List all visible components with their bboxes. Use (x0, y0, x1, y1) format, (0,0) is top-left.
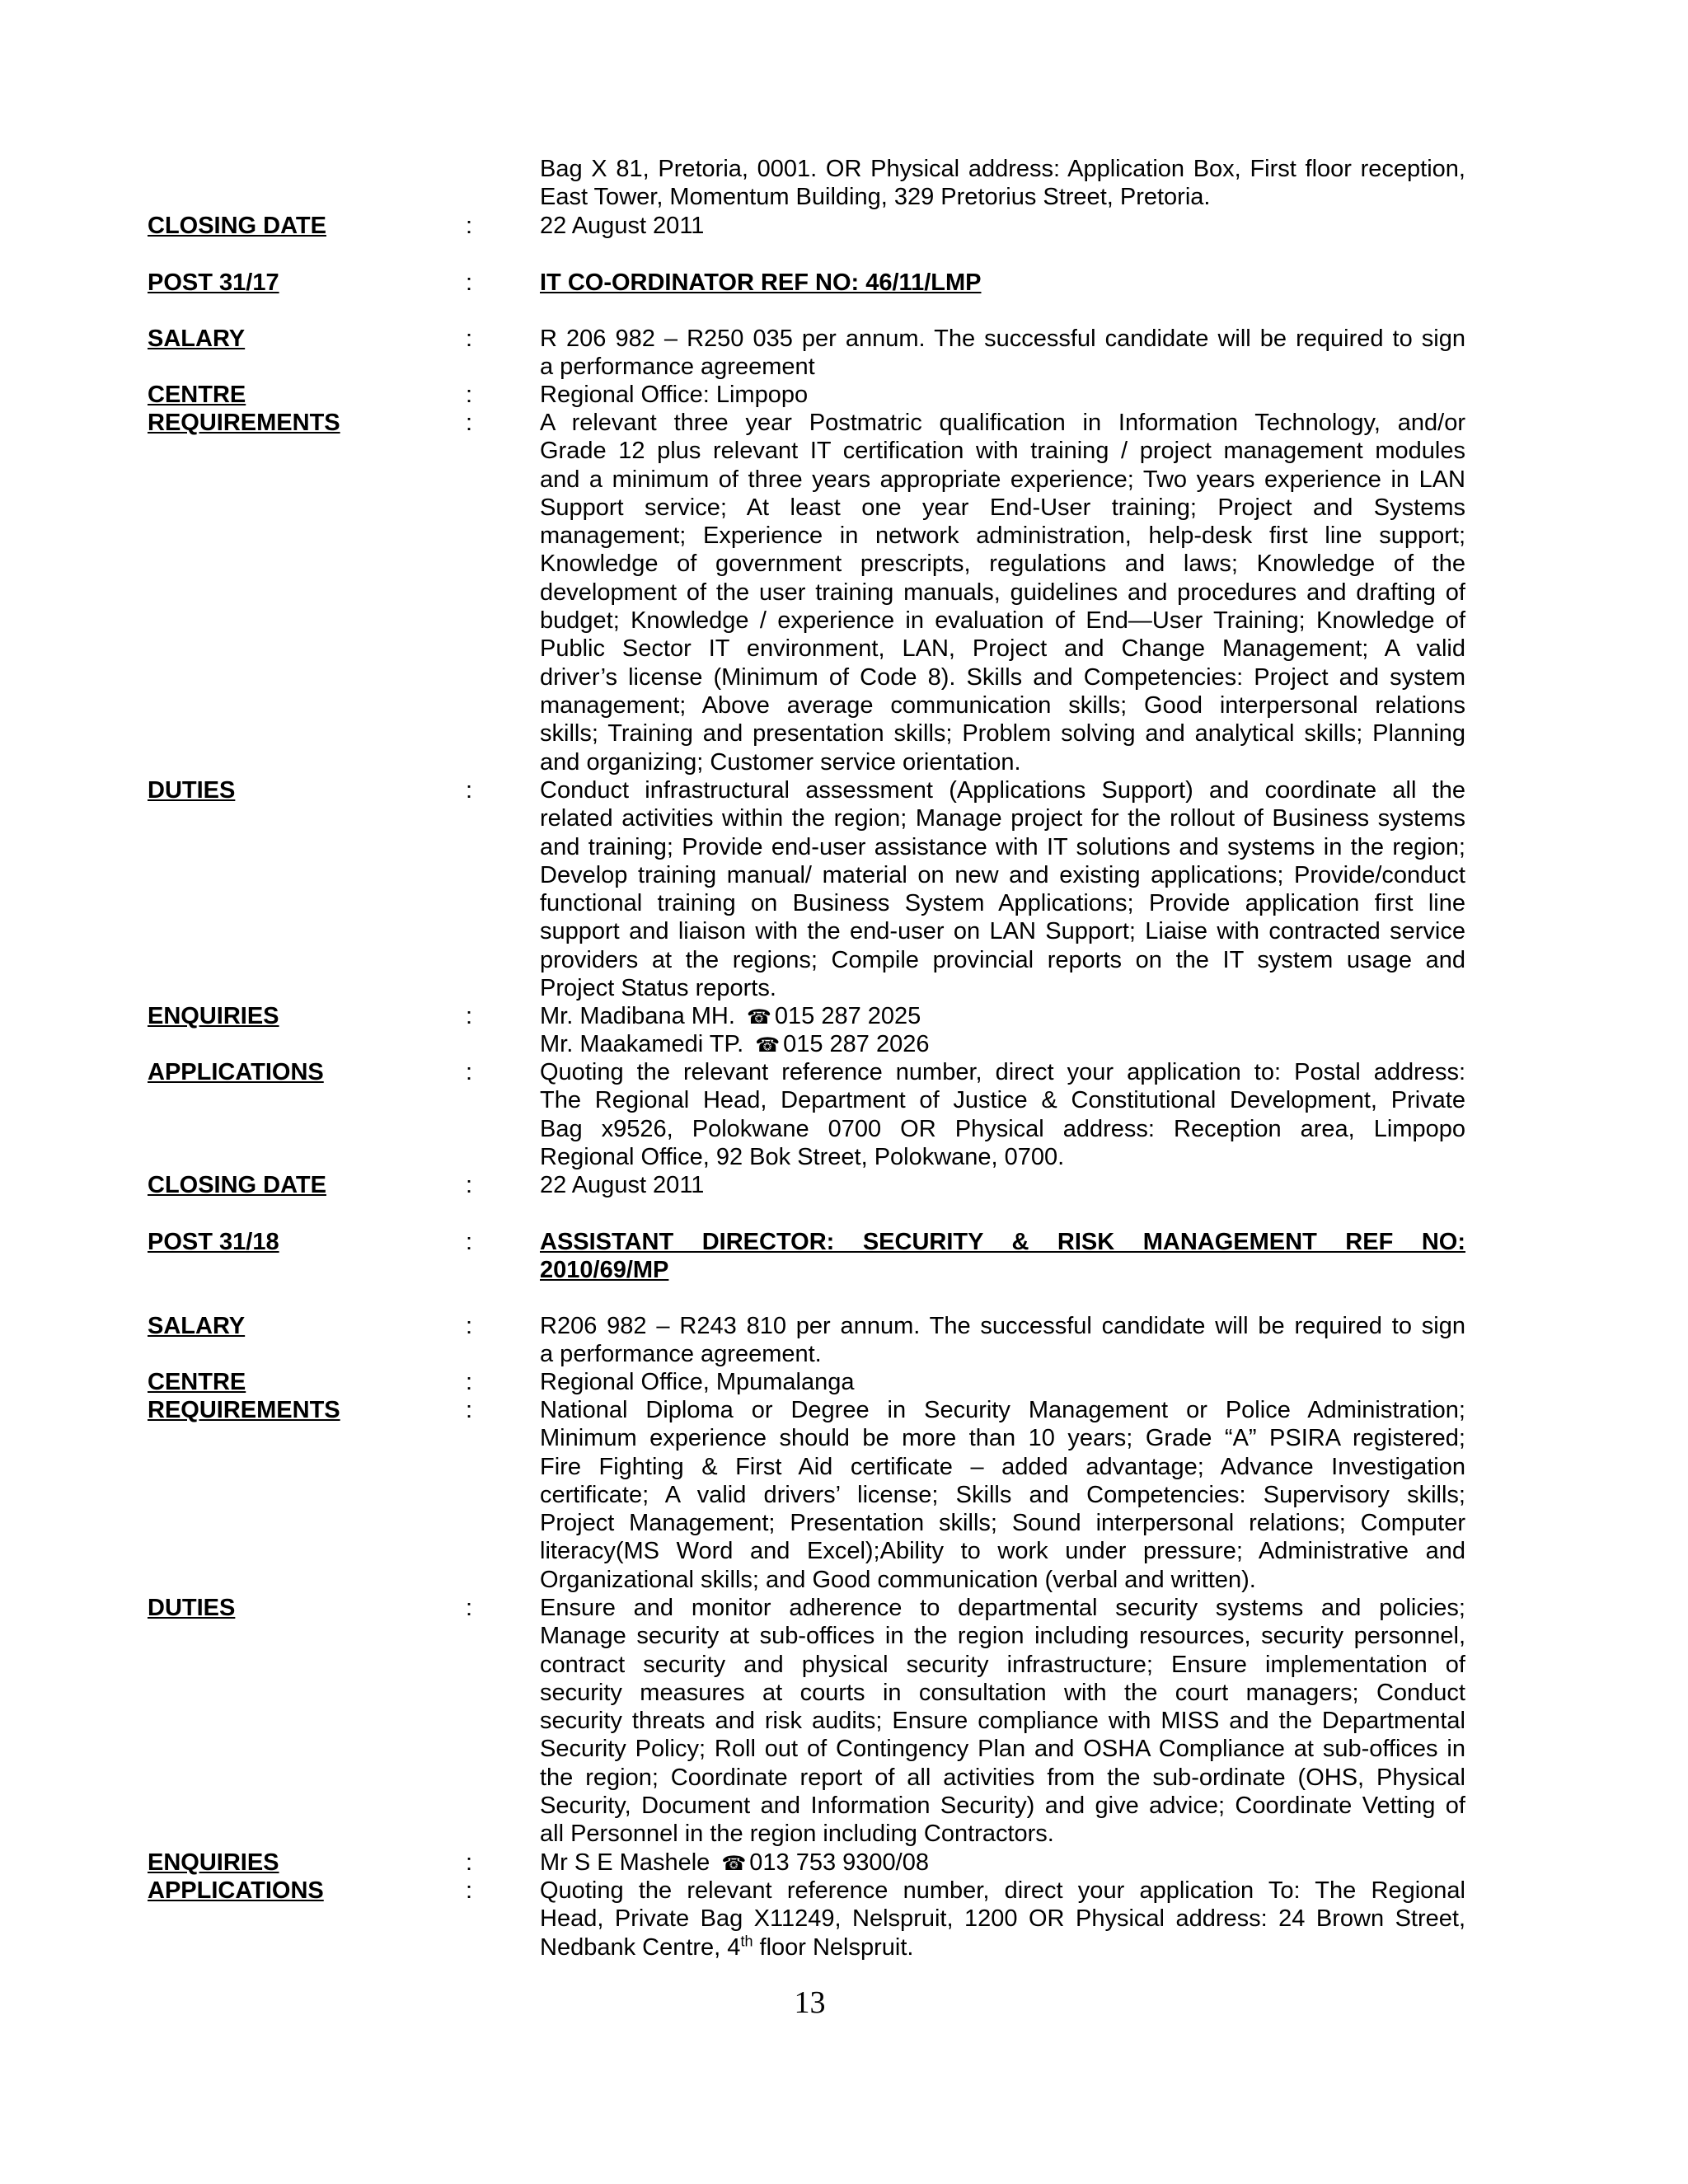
address-text: floor Nelspruit. (753, 1933, 914, 1961)
phone-icon: ☎ (721, 1852, 747, 1875)
centre-label: CENTRE (148, 1369, 246, 1395)
text-line: National Diploma or Degree in Security Management or Police Administration; (540, 1397, 1465, 1423)
phone-icon: ☎ (755, 1033, 781, 1057)
text-line: Manage security at sub-offices in the region including resources, security personnel, (540, 1623, 1465, 1650)
post-title-text: IT CO-ORDINATOR REF NO: 46/11/LMP (540, 269, 982, 296)
continued-address (540, 155, 1465, 212)
text-line: Regional Office, 92 Bok Street, Polokwane, 0700. (540, 1143, 1065, 1170)
text-line: skills; Training and presentation skills; Problem solving and analytical skills; Planning (540, 720, 1465, 748)
text-line: and organizing; Customer service orientation. (540, 748, 1021, 776)
contact-phone: 013 753 9300/08 (749, 1849, 929, 1876)
closing-date-label: CLOSING DATE (148, 213, 326, 239)
text-line: Public Sector IT environment, LAN, Project and Change Management; A valid (540, 635, 1465, 663)
text-line: literacy(MS Word and Excel);Ability to work under pressure; Administrative and (540, 1538, 1465, 1565)
text-line: 22 August 2011 (540, 213, 705, 239)
duties-label: DUTIES (148, 777, 236, 804)
text-line: support and liaison with the end-user on LAN Support; Liaise with contracted service (540, 918, 1465, 945)
closing-date-value (540, 212, 1465, 240)
text-line: Security, Document and Information Security) and give advice; Coordinate Vetting of (540, 1793, 1465, 1820)
text-line: management; Above average communication skills; Good interpersonal relations (540, 691, 1465, 719)
text-line: Organizational skills; and Good communication (verbal and written). (540, 1566, 1256, 1593)
separator-colon: : (466, 1313, 473, 1339)
centre-label: CENTRE (148, 382, 246, 408)
text-line: Conduct infrastructural assessment (Applications Support) and coordinate all the (540, 777, 1465, 804)
text-line: Fire Fighting & First Aid certificate – added advantage; Advance Investigation (540, 1453, 1465, 1480)
salary-label: SALARY (148, 326, 246, 352)
duties-value (540, 1594, 1465, 1849)
duties-value (540, 776, 1465, 1002)
text-line: security measures at courts in consultation with the court managers; Conduct (540, 1679, 1465, 1706)
text-line: Quoting the relevant reference number, direct your application To: The Regional (540, 1877, 1465, 1904)
applications-label: APPLICATIONS (148, 1059, 324, 1085)
text-line: providers at the regions; Compile provincial reports on the IT system usage and (540, 946, 1465, 973)
post-title (540, 269, 1465, 297)
contact-name: Mr S E Mashele (540, 1849, 717, 1876)
post-title (540, 1228, 1465, 1285)
text-line: East Tower, Momentum Building, 329 Pretorius Street, Pretoria. (540, 184, 1211, 211)
salary-label: SALARY (148, 1313, 246, 1339)
text-line: all Personnel in the region including Contractors. (540, 1821, 1054, 1848)
text-line: the region; Coordinate report of all activities from the sub-ordinate (OHS, Physical (540, 1764, 1465, 1791)
centre-value (540, 1368, 1465, 1396)
post-label: POST 31/18 (148, 1229, 279, 1255)
contact-phone: 015 287 2025 (774, 1003, 921, 1029)
text-line: Knowledge of government prescripts, regulations and laws; Knowledge of the (540, 551, 1465, 578)
text-line: related activities within the region; Manage project for the rollout of Business systems (540, 805, 1465, 832)
separator-colon: : (466, 1595, 473, 1621)
text-line: development of the user training manuals, guidelines and procedures and drafting of (540, 579, 1465, 606)
separator-colon: : (466, 410, 473, 436)
phone-icon: ☎ (746, 1005, 771, 1029)
separator-colon: : (466, 382, 473, 408)
contact-line (540, 1849, 1465, 1877)
closing-date-label: CLOSING DATE (148, 1172, 326, 1198)
text-line: Grade 12 plus relevant IT certification with training / project management modules (540, 438, 1465, 465)
separator-colon: : (466, 1059, 473, 1085)
text-line: and training; Provide end-user assistance with IT solutions and systems in the region; (540, 833, 1465, 860)
page-number: 13 (794, 1985, 826, 2020)
contact-line (540, 1030, 1465, 1058)
text-line: The Regional Head, Department of Justice & Constitutional Development, Private (540, 1087, 1465, 1114)
closing-date-value (540, 1171, 1465, 1199)
text-line: a performance agreement. (540, 1341, 822, 1368)
text-line: Minimum experience should be more than 10 years; Grade “A” PSIRA registered; (540, 1425, 1465, 1452)
contact-name: Mr. Madibana MH. (540, 1003, 742, 1029)
separator-colon: : (466, 1369, 473, 1395)
text-line: Develop training manual/ material on new and existing applications; Provide/conduct (540, 861, 1465, 888)
post-title-text: 2010/69/MP (540, 1257, 669, 1284)
applications-value (540, 1058, 1465, 1171)
post-label: POST 31/17 (148, 269, 279, 296)
text-line: Security Policy; Roll out of Contingency Plan and OSHA Compliance at sub-offices in (540, 1736, 1465, 1763)
text-line: Project Status reports. (540, 975, 776, 1002)
text-line: A relevant three year Postmatric qualification in Information Technology, and/or (540, 410, 1465, 436)
applications-value (540, 1877, 1465, 1961)
separator-colon: : (466, 1877, 473, 1904)
separator-colon: : (466, 777, 473, 804)
applications-label: APPLICATIONS (148, 1877, 324, 1904)
post-title-text: ASSISTANT DIRECTOR: SECURITY & RISK MANAGEMENT REF NO: (540, 1229, 1465, 1255)
address-text: Nedbank Centre, 4 (540, 1933, 741, 1961)
text-line: Head, Private Bag X11249, Nelspruit, 1200 OR Physical address: 24 Brown Street, (540, 1905, 1465, 1933)
text-line: functional training on Business System Applications; Provide application first line (540, 890, 1465, 917)
text-line: Bag X 81, Pretoria, 0001. OR Physical address: Application Box, First floor reception, (540, 156, 1465, 182)
contact-name: Mr. Maakamedi TP. (540, 1031, 751, 1058)
contact-line (540, 1002, 1465, 1030)
separator-colon: : (466, 326, 473, 352)
separator-colon: : (466, 1849, 473, 1876)
text-line: management; Experience in network administration, help-desk first line support; (540, 523, 1465, 550)
salary-value (540, 1312, 1465, 1369)
text-line: R 206 982 – R250 035 per annum. The successful candidate will be required to sign (540, 326, 1465, 352)
text-line: a performance agreement (540, 354, 815, 381)
separator-colon: : (466, 1172, 473, 1198)
text-line: Bag x9526, Polokwane 0700 OR Physical address: Reception area, Limpopo (540, 1115, 1465, 1142)
text-line: contract security and physical security infrastructure; Ensure implementation of (540, 1651, 1465, 1678)
salary-value (540, 325, 1465, 382)
requirements-label: REQUIREMENTS (148, 1397, 340, 1423)
enquiries-value (540, 1002, 1465, 1059)
separator-colon: : (466, 1397, 473, 1423)
requirements-value (540, 409, 1465, 776)
separator-colon: : (466, 1003, 473, 1029)
text-line: Project Management; Presentation skills; Sound interpersonal relations; Computer (540, 1510, 1465, 1537)
separator-colon: : (466, 213, 473, 239)
text-line: Quoting the relevant reference number, direct your application to: Postal address: (540, 1059, 1465, 1085)
text-line: 22 August 2011 (540, 1172, 705, 1198)
text-line: Regional Office: Limpopo (540, 382, 809, 408)
text-line: Ensure and monitor adherence to departmental security systems and policies; (540, 1595, 1465, 1621)
text-line: budget; Knowledge / experience in evaluation of End—User Training; Knowledge of (540, 607, 1465, 635)
text-line: R206 982 – R243 810 per annum. The successful candidate will be required to sign (540, 1313, 1465, 1339)
duties-label: DUTIES (148, 1595, 236, 1621)
text-line: Regional Office, Mpumalanga (540, 1369, 855, 1395)
text-line: security threats and risk audits; Ensure compliance with MISS and the Departmental (540, 1708, 1465, 1735)
enquiries-value (540, 1849, 1465, 1877)
enquiries-label: ENQUIRIES (148, 1003, 279, 1029)
requirements-label: REQUIREMENTS (148, 410, 340, 436)
separator-colon: : (466, 269, 473, 296)
text-line: Support service; At least one year End-User training; Project and Systems (540, 494, 1465, 521)
text-line: driver’s license (Minimum of Code 8). Skills and Competencies: Project and system (540, 663, 1465, 691)
enquiries-label: ENQUIRIES (148, 1849, 279, 1876)
separator-colon: : (466, 1229, 473, 1255)
text-line: and a minimum of three years appropriate experience; Two years experience in LAN (540, 466, 1465, 493)
contact-phone: 015 287 2026 (783, 1031, 930, 1058)
text-line: certificate; A valid drivers’ license; Skills and Competencies: Supervisory skills; (540, 1481, 1465, 1508)
centre-value (540, 381, 1465, 409)
text-line (540, 1933, 1465, 1961)
ordinal-suffix: th (740, 1932, 753, 1949)
requirements-value (540, 1396, 1465, 1594)
